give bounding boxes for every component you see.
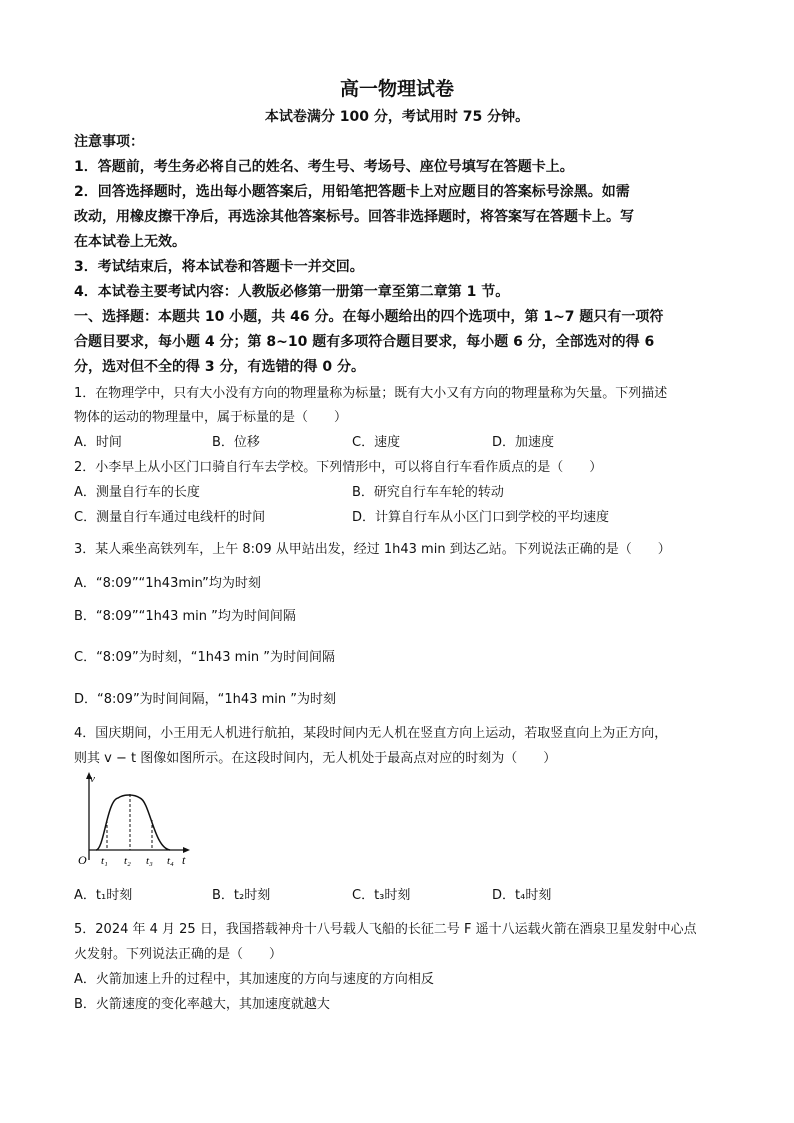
q1-option-a: A．时间 <box>74 435 122 450</box>
q4-option-c: C．t₃时刻 <box>352 888 411 903</box>
section-instructions: 一、选择题：本题共 10 小题，共 46 分。在每小题给出的四个选项中，第 1~7 题只有一项符 <box>74 309 664 325</box>
tick-t4: t₄ <box>167 855 174 867</box>
tick-t3: t₃ <box>146 855 153 867</box>
q2-option-c: C．测量自行车通过电线杆的时间 <box>74 510 266 525</box>
q4-option-b: B．t₂时刻 <box>212 888 271 903</box>
notice-heading: 注意事项： <box>74 134 144 150</box>
q3-option-b: B．“8:09”“1h43 min ”均为时间间隔 <box>74 609 296 624</box>
notice-item: 1．答题前，考生务必将自己的姓名、考生号、考场号、座位号填写在答题卡上。 <box>74 159 574 175</box>
notice-item: 2．回答选择题时，选出每小题答案后，用铅笔把答题卡上对应题目的答案标号涂黑。如需 <box>74 184 630 200</box>
q2-option-d: D．计算自行车从小区门口到学校的平均速度 <box>352 510 610 525</box>
tick-t2: t₂ <box>124 855 131 867</box>
question-4-stem: 4．国庆期间，小王用无人机进行航拍，某段时间内无人机在竖直方向上运动，若取竖直向上为正方向， <box>74 726 668 741</box>
q3-option-a: A．“8:09”“1h43min”均为时刻 <box>74 576 261 591</box>
q1-option-b: B．位移 <box>212 435 260 450</box>
question-4-stem: 则其 v − t 图像如图所示。在这段时间内，无人机处于最高点对应的时刻为（ ） <box>74 751 557 766</box>
q2-option-a: A．测量自行车的长度 <box>74 485 200 500</box>
question-5-stem: 火发射。下列说法正确的是（ ） <box>74 947 283 962</box>
q3-option-d: D．“8:09”为时间间隔，“1h43 min ”为时刻 <box>74 692 336 707</box>
q4-option-d: D．t₄时刻 <box>492 888 552 903</box>
q3-option-c: C．“8:09”为时刻，“1h43 min ”为时间间隔 <box>74 650 336 665</box>
question-1-stem: 物体的运动的物理量中，属于标量的是（ ） <box>74 410 348 425</box>
question-2-stem: 2．小李早上从小区门口骑自行车去学校。下列情形中，可以将自行车看作质点的是（ ） <box>74 460 603 475</box>
y-axis-label: v <box>90 773 95 785</box>
question-3-stem: 3．某人乘坐高铁列车，上午 8:09 从甲站出发，经过 1h43 min 到达乙站。下列说法正确的是（ ） <box>74 542 671 557</box>
exam-subtitle: 本试卷满分 100 分，考试用时 75 分钟。 <box>264 109 530 125</box>
notice-item: 在本试卷上无效。 <box>74 234 186 250</box>
q1-option-c: C．速度 <box>352 435 401 450</box>
section-instructions: 分，选对但不全的得 3 分，有选错的得 0 分。 <box>74 359 365 375</box>
q5-option-a: A．火箭加速上升的过程中，其加速度的方向与速度的方向相反 <box>74 972 434 987</box>
section-instructions: 合题目要求，每小题 4 分；第 8~10 题有多项符合题目要求，每小题 6 分，全部选对的得 6 <box>74 334 655 350</box>
question-1-stem: 1．在物理学中，只有大小没有方向的物理量称为标量；既有大小又有方向的物理量称为矢量。下列描述 <box>74 386 668 401</box>
origin-label: O <box>78 853 87 867</box>
question-5-stem: 5．2024 年 4 月 25 日，我国搭载神舟十八号载人飞船的长征二号 F 遥十八运载火箭在酒泉卫星发射中心点 <box>74 922 697 937</box>
q5-option-b: B．火箭速度的变化率越大，其加速度就越大 <box>74 997 330 1012</box>
q2-option-b: B．研究自行车车轮的转动 <box>352 485 504 500</box>
q1-option-d: D．加速度 <box>492 435 555 450</box>
x-axis-label: t <box>182 853 186 867</box>
notice-item: 3．考试结束后，将本试卷和答题卡一并交回。 <box>74 259 364 275</box>
q4-option-a: A．t₁时刻 <box>74 888 133 903</box>
exam-title: 高一物理试卷 <box>339 78 454 100</box>
tick-t1: t₁ <box>101 855 108 867</box>
notice-item: 4．本试卷主要考试内容：人教版必修第一册第一章至第二章第 1 节。 <box>74 284 510 300</box>
vt-graph <box>74 770 204 870</box>
notice-item: 改动，用橡皮擦干净后，再选涂其他答案标号。回答非选择题时，将答案写在答题卡上。写 <box>74 209 634 225</box>
